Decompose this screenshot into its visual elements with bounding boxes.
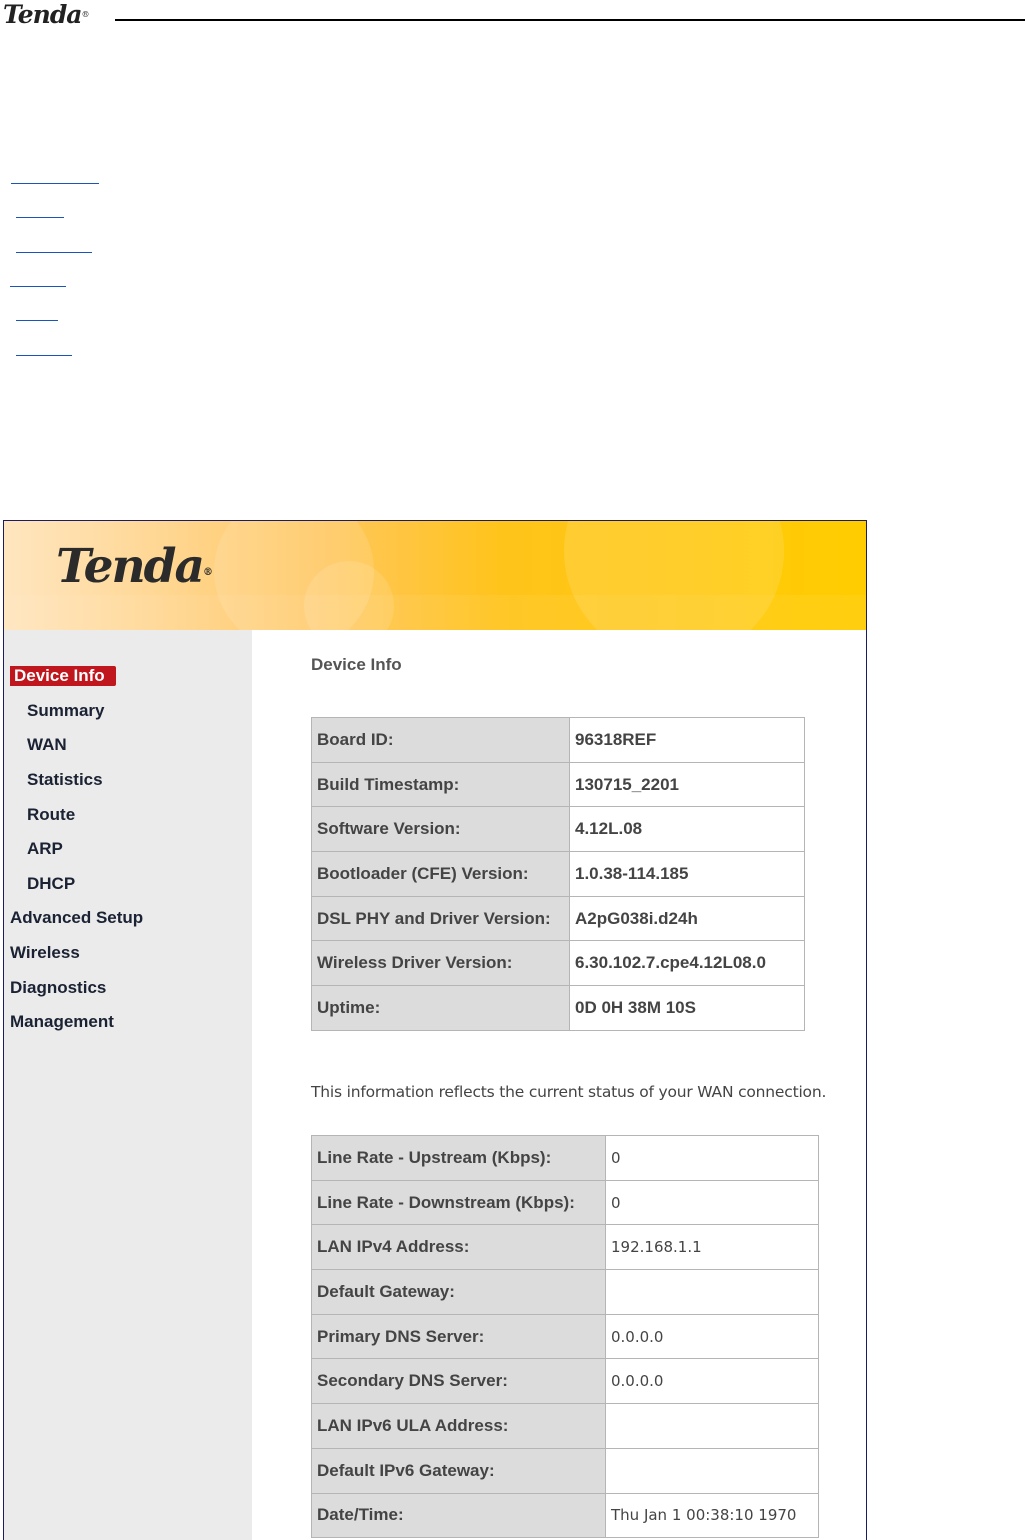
- row-label: Software Version:: [312, 807, 570, 852]
- row-value: 192.168.1.1: [606, 1225, 819, 1270]
- banner: [4, 521, 866, 630]
- nav-menu: [4, 659, 252, 1040]
- table-row: [312, 986, 805, 1031]
- table-row: [312, 1180, 819, 1225]
- sidebar-item-label: Advanced Setup: [10, 908, 144, 928]
- sidebar-item-advanced-setup[interactable]: [4, 901, 252, 936]
- table-row: [312, 852, 805, 897]
- page-title: Device Info: [311, 655, 402, 674]
- row-value: 0: [606, 1180, 819, 1225]
- row-label: Build Timestamp:: [312, 762, 570, 807]
- wan-status-note: This information reflects the current status of your WAN connection.: [311, 1083, 827, 1101]
- sidebar-item-statistics[interactable]: [4, 763, 252, 798]
- sidebar-item-label: DHCP: [27, 873, 76, 893]
- table-row: [312, 941, 805, 986]
- manual-link[interactable]: [10, 286, 66, 287]
- row-label: Line Rate - Downstream (Kbps):: [312, 1180, 606, 1225]
- manual-link[interactable]: [16, 252, 92, 253]
- row-label: Uptime:: [312, 986, 570, 1031]
- header-rule: [115, 19, 1025, 21]
- device-info-table: [311, 717, 805, 1031]
- sidebar-item-device-info[interactable]: [4, 659, 252, 694]
- sidebar-item-route[interactable]: [4, 797, 252, 832]
- row-label: Wireless Driver Version:: [312, 941, 570, 986]
- sidebar-item-wireless[interactable]: [4, 936, 252, 971]
- table-row: [312, 1270, 819, 1315]
- table-row: [312, 1448, 819, 1493]
- row-value: Thu Jan 1 00:38:10 1970: [606, 1493, 819, 1538]
- row-label: LAN IPv4 Address:: [312, 1225, 606, 1270]
- table-row: [312, 1314, 819, 1359]
- sidebar-item-label: Statistics: [27, 770, 103, 790]
- table-row: [312, 1359, 819, 1404]
- sidebar-item-summary[interactable]: [4, 694, 252, 729]
- row-value: [606, 1448, 819, 1493]
- table-row: [312, 718, 805, 763]
- manual-link[interactable]: [16, 355, 72, 356]
- manual-logo: Tenda®: [3, 0, 89, 29]
- router-web-ui: [3, 520, 867, 1540]
- row-value: 0.0.0.0: [606, 1359, 819, 1404]
- row-value: 130715_2201: [570, 762, 805, 807]
- row-label: Line Rate - Upstream (Kbps):: [312, 1136, 606, 1181]
- table-row: [312, 896, 805, 941]
- sidebar-item-label: Management: [10, 1012, 114, 1032]
- row-label: Bootloader (CFE) Version:: [312, 852, 570, 897]
- table-row: [312, 1493, 819, 1538]
- sidebar-item-label: ARP: [27, 839, 63, 859]
- main-content: [252, 630, 866, 1540]
- row-value: [606, 1404, 819, 1449]
- table-row: [312, 1404, 819, 1449]
- table-row: [312, 762, 805, 807]
- sidebar-item-diagnostics[interactable]: [4, 970, 252, 1005]
- sidebar-item-label: Route: [27, 804, 76, 824]
- manual-link[interactable]: [16, 217, 64, 218]
- row-label: Secondary DNS Server:: [312, 1359, 606, 1404]
- row-label: Board ID:: [312, 718, 570, 763]
- row-label: DSL PHY and Driver Version:: [312, 896, 570, 941]
- manual-link[interactable]: [16, 320, 58, 321]
- sidebar-item-arp[interactable]: [4, 832, 252, 867]
- row-value: 0D 0H 38M 10S: [570, 986, 805, 1031]
- row-label: Default IPv6 Gateway:: [312, 1448, 606, 1493]
- sidebar-item-management[interactable]: [4, 1005, 252, 1040]
- manual-link[interactable]: [11, 183, 99, 184]
- sidebar-item-dhcp[interactable]: [4, 867, 252, 902]
- row-value: 0: [606, 1136, 819, 1181]
- row-label: Primary DNS Server:: [312, 1314, 606, 1359]
- sidebar-item-label: Summary: [27, 700, 105, 720]
- sidebar-item-label: Device Info: [10, 666, 116, 686]
- row-label: Date/Time:: [312, 1493, 606, 1538]
- row-label: LAN IPv6 ULA Address:: [312, 1404, 606, 1449]
- sidebar-item-label: WAN: [27, 735, 67, 755]
- row-value: 4.12L.08: [570, 807, 805, 852]
- table-row: [312, 807, 805, 852]
- table-row: [312, 1225, 819, 1270]
- sidebar-item-label: Diagnostics: [10, 977, 107, 997]
- row-value: [606, 1270, 819, 1315]
- table-row: [312, 1136, 819, 1181]
- sidebar: [4, 630, 252, 1540]
- sidebar-item-wan[interactable]: [4, 728, 252, 763]
- row-value: A2pG038i.d24h: [570, 896, 805, 941]
- tenda-logo: Tenda®: [56, 539, 211, 594]
- row-label: Default Gateway:: [312, 1270, 606, 1315]
- row-value: 6.30.102.7.cpe4.12L08.0: [570, 941, 805, 986]
- wan-status-table: [311, 1135, 819, 1538]
- row-value: 96318REF: [570, 718, 805, 763]
- row-value: 1.0.38-114.185: [570, 852, 805, 897]
- row-value: 0.0.0.0: [606, 1314, 819, 1359]
- sidebar-item-label: Wireless: [10, 943, 80, 963]
